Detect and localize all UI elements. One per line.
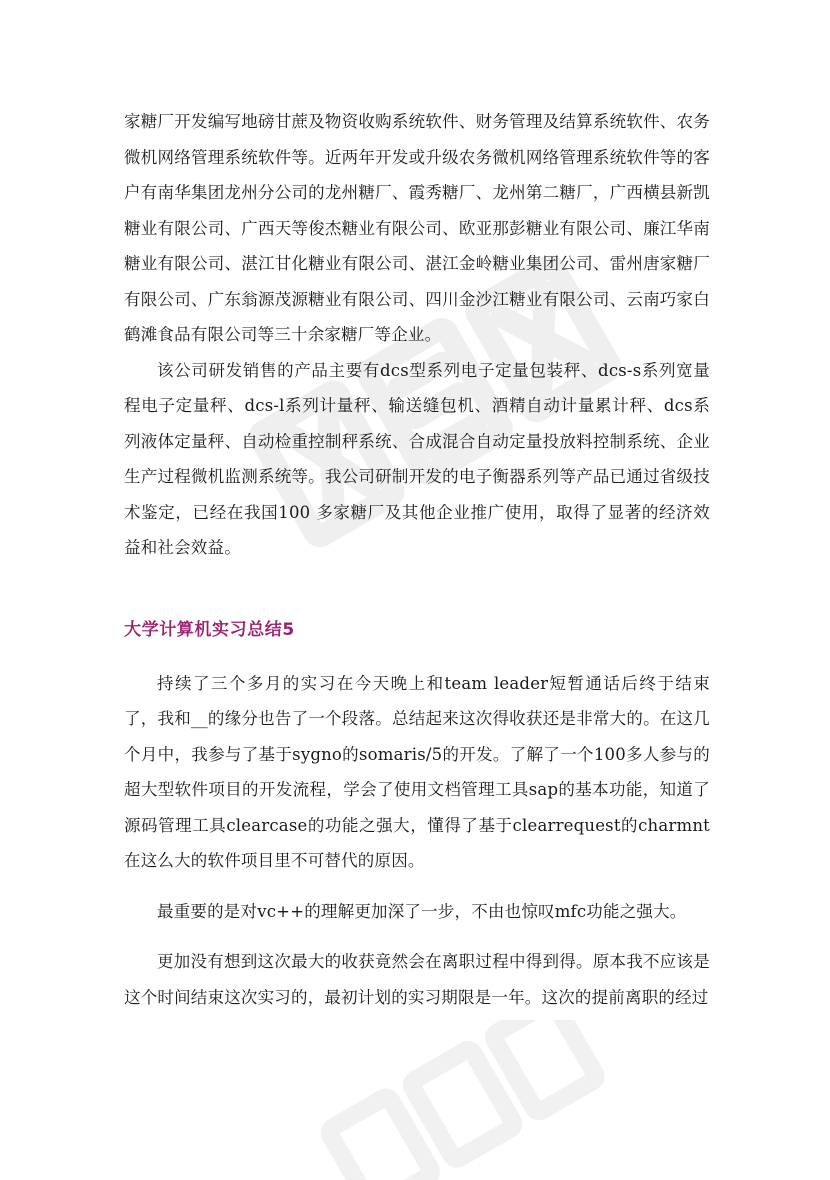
spacer: [124, 929, 710, 944]
paragraph-internship-summary: 持续了三个多月的实习在今天晚上和team leader短暂通话后终于结束了，我和__的缘分也告了一个段落。总结起来这次得收获还是非常大的。在这几个月中，我参与了基于sygno的somaris/5的开发。了解了一个100多人参与的超大型软件项目的开发流程，学会了使用文档管理工具sap的基本功能，知道了源码管理工具clearcase的功能之强大，懂得了基于clearrequest的charmnt在这么大的软件项目里不可替代的原因。: [124, 673, 710, 870]
section-heading: 大学计算机实习总结5: [124, 619, 295, 640]
paragraph-vc-understanding: 最重要的是对vc++的理解更加深了一步，不由也惊叹mfc功能之强大。: [157, 901, 687, 921]
paragraph-resignation: 更加没有想到这次最大的收获竟然会在离职过程中得到得。原本我不应该是这个时间结束这次实习的，最初计划的实习期限是一年。这次的提前离职的经过: [124, 952, 710, 1007]
spacer: [124, 644, 710, 666]
document-body: [124, 104, 710, 1015]
paragraph-products: 该公司研发销售的产品主要有dcs型系列电子定量包装秤、dcs-s系列宽量程电子定量秤、dcs-l系列计量秤、输送缝包机、酒精自动计量累计秤、dcs系列液体定量秤、自动检重控制秤系统、合成混合自动定量投放料控制系统、企业生产过程微机监测系统等。我公司研制开发的电子衡器系列等产品已通过省级技术鉴定，已经在我国100 多家糖厂及其他企业推广使用，取得了显著的经济效益和社会效益。: [124, 360, 710, 557]
watermark-logo-icon: [300, 1020, 620, 1180]
spacer: [124, 566, 710, 616]
spacer: [124, 879, 710, 894]
paragraph-sugar-clients: 家糖厂开发编写地磅甘蔗及物资收购系统软件、财务管理及结算系统软件、农务微机网络管理系统软件等。近两年开发或升级农务微机网络管理系统软件等的客户有南华集团龙州分公司的龙州糖厂、霞秀糖厂、龙州第二糖厂，广西横县新凯糖业有限公司、广西天等俊杰糖业有限公司、欧亚那彭糖业有限公司、廉江华南糖业有限公司、湛江甘化糖业有限公司、湛江金岭糖业集团公司、雷州唐家糖厂有限公司、广东翁源茂源糖业有限公司、四川金沙江糖业有限公司、云南巧家白鹤滩食品有限公司等三十余家糖厂等企业。: [124, 112, 710, 344]
